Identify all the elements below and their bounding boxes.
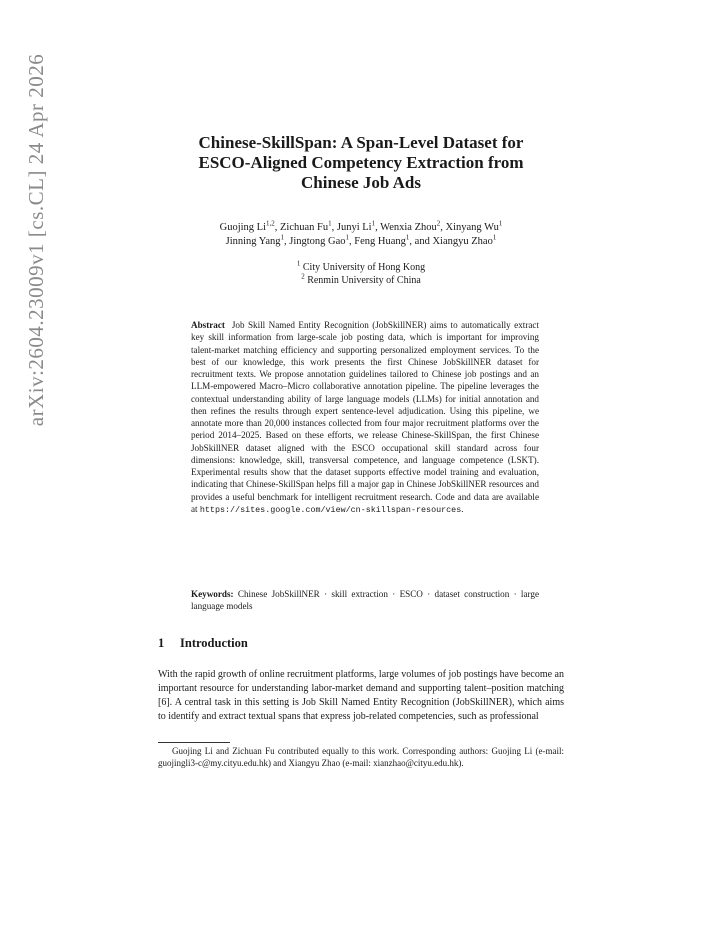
section-number: 1 <box>158 636 165 650</box>
author-affil: 2 <box>436 219 441 228</box>
keywords-text: Chinese JobSkillNER · skill extraction · ESCO · dataset construction · large language models <box>191 589 540 612</box>
author-affil: 1,2 <box>266 219 275 228</box>
author-affil: 1 <box>280 233 284 242</box>
affiliation-marker: 2 <box>301 272 305 281</box>
footnote <box>158 745 564 769</box>
keywords <box>191 588 539 613</box>
abstract-label: Abstract <box>191 320 225 330</box>
affiliation-name: City University of Hong Kong <box>302 262 426 273</box>
abstract-text: Job Skill Named Entity Recognition (JobSkillNER) aims to automatically extract key skill information from large-scale job posting data, which is important for improving talent-market matching efficiency and supporting personalized employment services. To the best of our knowledge, this work presents the first Chinese JobSkillNER dataset for recruitment texts. We propose annotation guidelines tailored to Chinese job postings and an LLM-empowered Macro–Micro collaborative annotation pipeline. The pipeline leverages the contextual understanding ability of large language models (LLMs) for initial annotation and then refines the results through expert sentence-level adjudication. Using this pipeline, we annotate more than 20,000 instances collected from four major recruitment platforms over the period 2014–2025. Based on these efforts, we release Chinese-SkillSpan, the first Chinese JobSkillNER dataset aligned with the ESCO occupational skill standard across four dimensions: knowledge, skill, transversal competence, and language competence (LSKT). Experimental results show that the dataset supports effective model training and evaluation, indicating that Chinese-SkillSpan helps fill a major gap in Chinese JobSkillNER resources and provides a useful benchmark for intelligent recruitment research. Code and data are available at <box>191 320 539 514</box>
footnote-rule <box>158 742 230 743</box>
author-list <box>158 221 564 249</box>
title-line: Chinese Job Ads <box>301 173 421 192</box>
title-line: ESCO-Aligned Competency Extraction from <box>198 153 524 172</box>
affiliation-marker: 1 <box>296 259 301 268</box>
abstract-end: . <box>461 503 464 514</box>
author-name: Jingtong Gao <box>289 236 346 247</box>
author-name: Xiangyu Zhao <box>432 236 493 247</box>
paper-title <box>158 133 564 193</box>
footnote-text: Guojing Li and Zichuan Fu contributed equally to this work. Corresponding authors: Guojing Li (e-mail: guojingli3-c@my.cityu.edu.hk) and Xiangyu Zhao (e-mail: xianzhao@cityu.edu.hk). <box>158 746 564 768</box>
title-line: Chinese-SkillSpan: A Span-Level Dataset for <box>198 133 524 152</box>
affiliation-name: Renmin University of China <box>307 275 421 286</box>
section-title: Introduction <box>180 636 248 650</box>
author-name: Zichuan Fu <box>280 222 329 233</box>
author-affil: 1 <box>345 233 350 242</box>
author-affil: 1 <box>405 233 410 242</box>
author-conjunction: and <box>414 236 430 247</box>
author-affil: 1 <box>498 219 503 228</box>
author-line: Jinning Yang$^1$, Jingtong Gao$^1$, Feng Huang$^1$, and Xiangyu Zhao$^1$ <box>225 233 497 247</box>
author-name: Guojing Li <box>219 222 266 233</box>
affiliations <box>158 261 564 287</box>
intro-paragraph <box>158 668 564 724</box>
keywords-label: Keywords: <box>191 589 234 599</box>
author-name: Xinyang Wu <box>445 222 499 233</box>
arxiv-identifier: arXiv:2604.23009v1 [cs.CL] 24 Apr 2026 <box>24 53 48 427</box>
author-name: Jinning Yang <box>225 236 281 247</box>
section-heading <box>158 636 564 651</box>
author-name: Feng Huang <box>354 236 406 247</box>
abstract <box>191 319 539 516</box>
author-affil: 1 <box>492 233 497 242</box>
resource-url[interactable]: https://sites.google.com/view/cn-skillspan-resources <box>199 504 462 515</box>
author-affil: 1 <box>371 219 376 228</box>
intro-text: With the rapid growth of online recruitment platforms, large volumes of job postings have become an important resource for understanding labor-market demand and supporting talent–position matching [6]. A central task in this setting is Job Skill Named Entity Recognition (JobSkillNER), which aims to identify and extract textual spans that express job-related competencies, such as professional <box>158 669 564 722</box>
affiliation <box>158 274 564 287</box>
author-name: Wenxia Zhou <box>380 222 437 233</box>
author-line: Guojing Li$^{1,2}$, Zichuan Fu$^1$, Junyi Li$^1$, Wenxia Zhou$^2$, Xinyang Wu$^1$ <box>219 219 503 233</box>
author-name: Junyi Li <box>336 222 372 233</box>
author-affil: 1 <box>328 219 332 228</box>
affiliation <box>158 261 564 274</box>
